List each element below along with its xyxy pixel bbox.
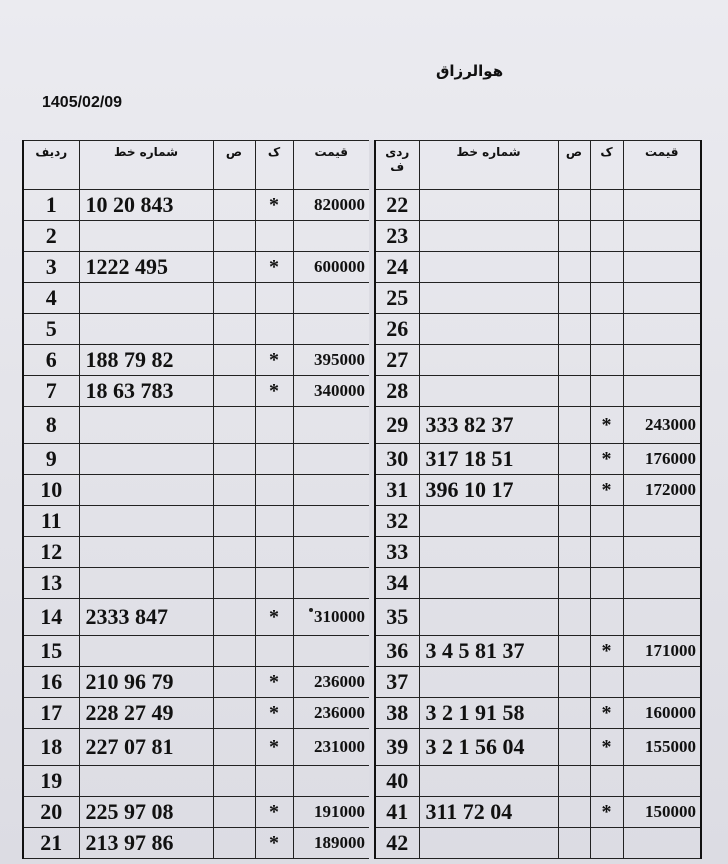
table-row [375, 537, 701, 568]
col-header-price: قيمت [293, 141, 370, 190]
row-index-cell: 9 [23, 444, 79, 475]
table-row [23, 444, 370, 475]
s-mark-cell [213, 190, 255, 221]
phone-number-cell [419, 537, 558, 568]
table-row [375, 314, 701, 345]
table-row [23, 568, 370, 599]
row-index-cell: 30 [375, 444, 419, 475]
price-cell [293, 506, 370, 537]
k-mark-cell [590, 345, 623, 376]
phone-number-cell [419, 766, 558, 797]
price-cell [623, 190, 701, 221]
col-header-number: شماره خط [79, 141, 213, 190]
phone-number-cell [419, 252, 558, 283]
phone-number-cell [419, 376, 558, 407]
k-mark-cell [255, 283, 293, 314]
price-cell [623, 599, 701, 636]
phone-number-cell: 225 97 08 [79, 797, 213, 828]
k-mark-cell [255, 475, 293, 506]
k-mark-cell [590, 314, 623, 345]
row-index-cell: 7 [23, 376, 79, 407]
phone-number-cell: 311 72 04 [419, 797, 558, 828]
table-row [375, 698, 701, 729]
k-mark-cell: * [590, 797, 623, 828]
s-mark-cell [558, 475, 590, 506]
phone-number-cell [419, 828, 558, 859]
k-mark-cell: * [255, 599, 293, 636]
price-cell [293, 568, 370, 599]
price-cell: 395000 [293, 345, 370, 376]
k-mark-cell [590, 283, 623, 314]
row-index-cell: 12 [23, 537, 79, 568]
row-index-cell: 11 [23, 506, 79, 537]
row-index-cell: 20 [23, 797, 79, 828]
col-header-index [375, 141, 419, 190]
price-cell [293, 537, 370, 568]
row-index-cell: 24 [375, 252, 419, 283]
price-cell: 176000 [623, 444, 701, 475]
phone-number-cell [419, 667, 558, 698]
table-row [375, 729, 701, 766]
price-cell: 243000 [623, 407, 701, 444]
table-row [375, 475, 701, 506]
row-index-cell: 18 [23, 729, 79, 766]
k-mark-cell [590, 537, 623, 568]
row-index-cell: 28 [375, 376, 419, 407]
row-index-cell: 26 [375, 314, 419, 345]
phone-number-cell [419, 190, 558, 221]
col-header-index: رديف [23, 141, 79, 190]
phone-number-cell: 3 4 5 81 37 [419, 636, 558, 667]
table-row [23, 599, 370, 636]
k-mark-cell [590, 252, 623, 283]
table-row [375, 376, 701, 407]
k-mark-cell: * [255, 729, 293, 766]
row-index-cell: 27 [375, 345, 419, 376]
price-cell [623, 314, 701, 345]
table-row [23, 376, 370, 407]
price-cell [293, 407, 370, 444]
k-mark-cell: * [590, 729, 623, 766]
table-row [375, 407, 701, 444]
row-index-cell: 32 [375, 506, 419, 537]
row-index-cell: 36 [375, 636, 419, 667]
row-index-cell: 31 [375, 475, 419, 506]
price-cell [293, 444, 370, 475]
s-mark-cell [558, 444, 590, 475]
row-index-cell: 2 [23, 221, 79, 252]
k-mark-cell [590, 568, 623, 599]
row-index-cell: 42 [375, 828, 419, 859]
price-cell: 191000 [293, 797, 370, 828]
row-index-cell: 22 [375, 190, 419, 221]
s-mark-cell [213, 797, 255, 828]
k-mark-cell [255, 766, 293, 797]
table-row [375, 766, 701, 797]
table-row [375, 636, 701, 667]
s-mark-cell [558, 283, 590, 314]
phone-number-cell [419, 599, 558, 636]
price-cell [293, 766, 370, 797]
s-mark-cell [213, 636, 255, 667]
col-header-index-line1: ردی [385, 145, 410, 159]
row-index-cell: 33 [375, 537, 419, 568]
phone-number-cell [79, 506, 213, 537]
row-index-cell: 39 [375, 729, 419, 766]
s-mark-cell [558, 766, 590, 797]
row-index-cell: 5 [23, 314, 79, 345]
table-row [23, 797, 370, 828]
row-index-cell: 10 [23, 475, 79, 506]
s-mark-cell [213, 221, 255, 252]
table-row [23, 828, 370, 859]
k-mark-cell: * [255, 190, 293, 221]
s-mark-cell [558, 252, 590, 283]
table-header-row [23, 141, 370, 190]
table-row [375, 828, 701, 859]
phone-number-cell: 18 63 783 [79, 376, 213, 407]
s-mark-cell [213, 537, 255, 568]
price-cell [293, 283, 370, 314]
phone-number-cell [419, 345, 558, 376]
row-index-cell: 3 [23, 252, 79, 283]
s-mark-cell [558, 537, 590, 568]
k-mark-cell [255, 444, 293, 475]
phone-number-cell: 396 10 17 [419, 475, 558, 506]
table-row [375, 283, 701, 314]
right-price-table [374, 140, 702, 859]
table-row [375, 667, 701, 698]
phone-number-cell [79, 314, 213, 345]
price-cell [623, 766, 701, 797]
row-index-cell: 41 [375, 797, 419, 828]
ink-dot [309, 608, 313, 612]
s-mark-cell [558, 345, 590, 376]
table-row [375, 221, 701, 252]
table-row [23, 667, 370, 698]
s-mark-cell [213, 345, 255, 376]
k-mark-cell [590, 190, 623, 221]
price-cell [623, 345, 701, 376]
price-cell: 160000 [623, 698, 701, 729]
table-row [23, 190, 370, 221]
row-index-cell: 17 [23, 698, 79, 729]
col-header-s: ص [213, 141, 255, 190]
phone-number-cell: 3 2 1 91 58 [419, 698, 558, 729]
s-mark-cell [558, 568, 590, 599]
price-cell [623, 283, 701, 314]
s-mark-cell [558, 828, 590, 859]
price-cell: 236000 [293, 698, 370, 729]
k-mark-cell: * [255, 828, 293, 859]
row-index-cell: 16 [23, 667, 79, 698]
table-row [23, 729, 370, 766]
row-index-cell: 40 [375, 766, 419, 797]
price-cell: 150000 [623, 797, 701, 828]
s-mark-cell [213, 475, 255, 506]
k-mark-cell: * [255, 698, 293, 729]
table-row [23, 407, 370, 444]
k-mark-cell: * [590, 475, 623, 506]
k-mark-cell [255, 221, 293, 252]
phone-number-cell [419, 506, 558, 537]
row-index-cell: 15 [23, 636, 79, 667]
price-cell [293, 475, 370, 506]
col-header-k: ک [590, 141, 623, 190]
phone-number-cell [79, 537, 213, 568]
price-cell: 171000 [623, 636, 701, 667]
table-row [23, 221, 370, 252]
table-row [375, 506, 701, 537]
s-mark-cell [558, 376, 590, 407]
phone-number-cell [419, 568, 558, 599]
col-header-price: قيمت [623, 141, 701, 190]
k-mark-cell [255, 314, 293, 345]
k-mark-cell: * [590, 444, 623, 475]
price-cell: 820000 [293, 190, 370, 221]
s-mark-cell [558, 698, 590, 729]
price-cell [623, 537, 701, 568]
price-cell: 310000 [293, 599, 370, 636]
s-mark-cell [558, 797, 590, 828]
phone-number-cell: 213 97 86 [79, 828, 213, 859]
k-mark-cell: * [255, 345, 293, 376]
price-cell [623, 376, 701, 407]
price-cell: 189000 [293, 828, 370, 859]
s-mark-cell [558, 190, 590, 221]
k-mark-cell [590, 221, 623, 252]
table-row [23, 766, 370, 797]
table-row [375, 345, 701, 376]
k-mark-cell [590, 599, 623, 636]
phone-number-cell [79, 636, 213, 667]
row-index-cell: 38 [375, 698, 419, 729]
price-cell [623, 568, 701, 599]
k-mark-cell: * [255, 252, 293, 283]
table-row [375, 568, 701, 599]
row-index-cell: 6 [23, 345, 79, 376]
phone-number-cell [79, 766, 213, 797]
k-mark-cell: * [255, 797, 293, 828]
k-mark-cell [590, 667, 623, 698]
table-row [23, 698, 370, 729]
table-row [375, 599, 701, 636]
k-mark-cell [255, 506, 293, 537]
s-mark-cell [558, 599, 590, 636]
col-header-number: شماره خط [419, 141, 558, 190]
s-mark-cell [213, 376, 255, 407]
phone-number-cell: 333 82 37 [419, 407, 558, 444]
k-mark-cell: * [590, 636, 623, 667]
price-cell: 231000 [293, 729, 370, 766]
s-mark-cell [558, 506, 590, 537]
k-mark-cell [255, 537, 293, 568]
row-index-cell: 23 [375, 221, 419, 252]
s-mark-cell [558, 667, 590, 698]
price-cell [623, 252, 701, 283]
phone-number-cell [79, 444, 213, 475]
table-row [23, 314, 370, 345]
k-mark-cell [590, 506, 623, 537]
s-mark-cell [558, 636, 590, 667]
table-header-row [375, 141, 701, 190]
table-row [375, 190, 701, 221]
row-index-cell: 35 [375, 599, 419, 636]
price-cell [623, 667, 701, 698]
s-mark-cell [213, 283, 255, 314]
price-sheet [22, 140, 702, 860]
table-row [23, 506, 370, 537]
price-cell: 600000 [293, 252, 370, 283]
s-mark-cell [213, 314, 255, 345]
s-mark-cell [213, 766, 255, 797]
k-mark-cell: * [255, 667, 293, 698]
page-title: هوالرزاق [436, 62, 504, 80]
phone-number-cell: 2333 847 [79, 599, 213, 636]
k-mark-cell [255, 407, 293, 444]
s-mark-cell [213, 568, 255, 599]
s-mark-cell [558, 221, 590, 252]
row-index-cell: 19 [23, 766, 79, 797]
k-mark-cell [590, 828, 623, 859]
table-row [23, 252, 370, 283]
s-mark-cell [213, 252, 255, 283]
left-price-table [22, 140, 371, 859]
row-index-cell: 8 [23, 407, 79, 444]
price-cell [623, 221, 701, 252]
row-index-cell: 37 [375, 667, 419, 698]
row-index-cell: 29 [375, 407, 419, 444]
table-row [23, 636, 370, 667]
s-mark-cell [213, 698, 255, 729]
price-cell: 236000 [293, 667, 370, 698]
phone-number-cell: 1222 495 [79, 252, 213, 283]
phone-number-cell: 227 07 81 [79, 729, 213, 766]
s-mark-cell [213, 667, 255, 698]
s-mark-cell [213, 407, 255, 444]
table-row [375, 444, 701, 475]
phone-number-cell [419, 314, 558, 345]
k-mark-cell: * [255, 376, 293, 407]
price-cell: 155000 [623, 729, 701, 766]
col-header-k: ک [255, 141, 293, 190]
k-mark-cell [590, 766, 623, 797]
phone-number-cell: 228 27 49 [79, 698, 213, 729]
phone-number-cell [79, 568, 213, 599]
table-row [23, 475, 370, 506]
price-cell [293, 636, 370, 667]
table-row [23, 283, 370, 314]
row-index-cell: 14 [23, 599, 79, 636]
phone-number-cell [79, 407, 213, 444]
phone-number-cell [419, 283, 558, 314]
phone-number-cell: 10 20 843 [79, 190, 213, 221]
s-mark-cell [213, 506, 255, 537]
k-mark-cell: * [590, 698, 623, 729]
k-mark-cell [590, 376, 623, 407]
row-index-cell: 1 [23, 190, 79, 221]
price-cell [293, 314, 370, 345]
phone-number-cell: 188 79 82 [79, 345, 213, 376]
price-cell [623, 506, 701, 537]
row-index-cell: 4 [23, 283, 79, 314]
document-date: 1405/02/09 [42, 94, 123, 111]
row-index-cell: 25 [375, 283, 419, 314]
row-index-cell: 13 [23, 568, 79, 599]
table-row [23, 537, 370, 568]
phone-number-cell [79, 221, 213, 252]
price-cell: 172000 [623, 475, 701, 506]
phone-number-cell [79, 475, 213, 506]
s-mark-cell [558, 729, 590, 766]
col-header-index-line2: ف [390, 160, 405, 174]
k-mark-cell [255, 568, 293, 599]
table-row [23, 345, 370, 376]
row-index-cell: 21 [23, 828, 79, 859]
table-row [375, 797, 701, 828]
s-mark-cell [213, 599, 255, 636]
price-cell [623, 828, 701, 859]
price-cell [293, 221, 370, 252]
k-mark-cell: * [590, 407, 623, 444]
col-header-s: ص [558, 141, 590, 190]
phone-number-cell: 210 96 79 [79, 667, 213, 698]
row-index-cell: 34 [375, 568, 419, 599]
phone-number-cell: 317 18 51 [419, 444, 558, 475]
k-mark-cell [255, 636, 293, 667]
price-cell: 340000 [293, 376, 370, 407]
s-mark-cell [213, 729, 255, 766]
table-row [375, 252, 701, 283]
s-mark-cell [558, 314, 590, 345]
phone-number-cell [79, 283, 213, 314]
s-mark-cell [213, 444, 255, 475]
phone-number-cell [419, 221, 558, 252]
s-mark-cell [558, 407, 590, 444]
phone-number-cell: 3 2 1 56 04 [419, 729, 558, 766]
s-mark-cell [213, 828, 255, 859]
